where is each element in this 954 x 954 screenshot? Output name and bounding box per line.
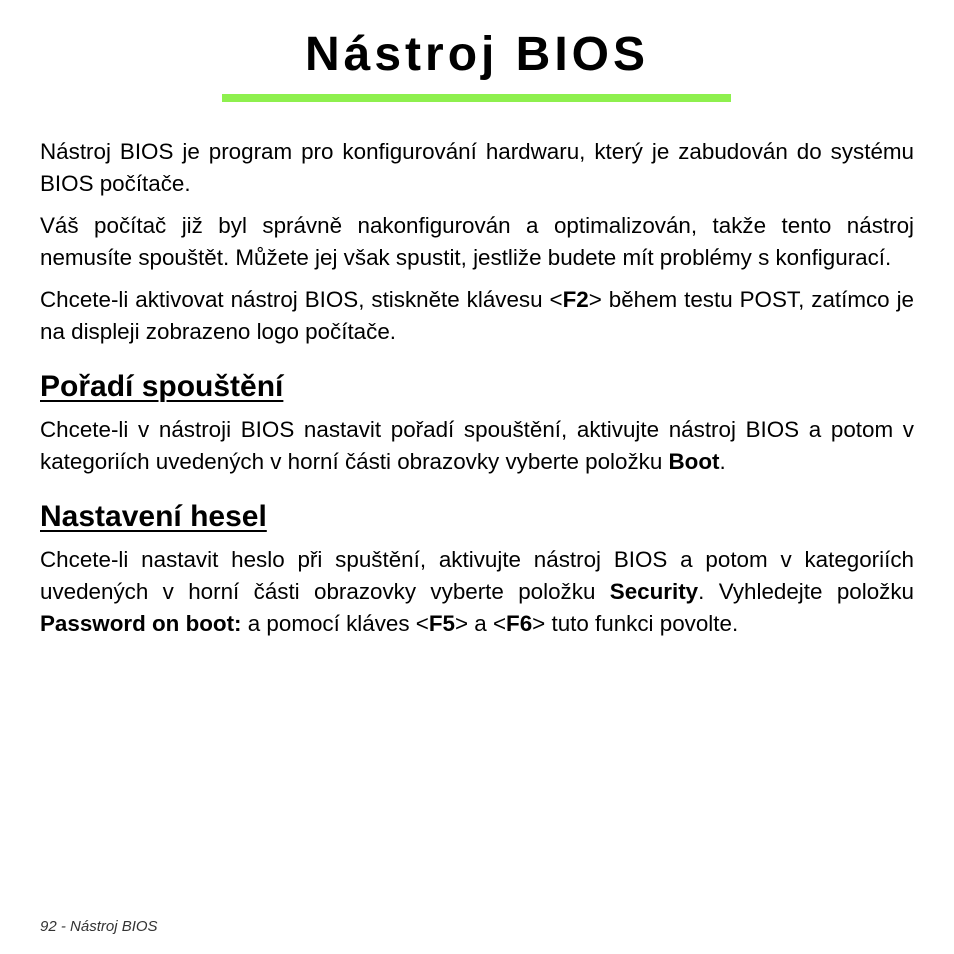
key-f6: F6 bbox=[506, 611, 533, 636]
password-on-boot-term: Password on boot: bbox=[40, 611, 242, 636]
intro-paragraph-3 bbox=[40, 284, 914, 348]
password-text-5: > tuto funkci povolte. bbox=[532, 611, 739, 636]
password-paragraph bbox=[40, 544, 914, 640]
security-menu-term: Security bbox=[609, 579, 699, 604]
boot-text-before: Chcete-li v nástroji BIOS nastavit pořadí spouštění, aktivujte nástroj BIOS a potom v kategoriích uvedených v horní části obrazovky vyberte položku bbox=[40, 417, 914, 474]
password-text-3: a pomocí kláves < bbox=[241, 611, 429, 636]
intro-p3-text-after: > během testu POST, zatímco je na displeji zobrazeno logo počítače. bbox=[40, 287, 914, 344]
section-heading-boot-order: Pořadí spouštění bbox=[40, 370, 284, 403]
intro-paragraph-2: Váš počítač již byl správně nakonfigurován a optimalizován, takže tento nástroj nemusíte spouštět. Můžete jej však spustit, jestliže budete mít problémy s konfigurací. bbox=[40, 213, 914, 270]
intro-p3-text-before: Chcete-li aktivovat nástroj BIOS, stiskněte klávesu < bbox=[40, 287, 563, 312]
password-text-2: . Vyhledejte položku bbox=[698, 579, 914, 604]
boot-text-after: . bbox=[719, 449, 726, 474]
boot-menu-term: Boot bbox=[668, 449, 720, 474]
password-text-1: Chcete-li nastavit heslo při spuštění, aktivujte nástroj BIOS a potom v kategoriích uvedených v horní části obrazovky vyberte položku bbox=[40, 547, 914, 604]
key-f5: F5 bbox=[428, 611, 455, 636]
section-heading-passwords: Nastavení hesel bbox=[40, 500, 267, 533]
boot-order-paragraph bbox=[40, 414, 914, 478]
key-f2: F2 bbox=[562, 287, 589, 312]
password-text-4: > a < bbox=[454, 611, 507, 636]
title-underline-bar bbox=[222, 94, 731, 102]
page-footer: 92 - Nástroj BIOS bbox=[40, 918, 158, 935]
intro-paragraph-1: Nástroj BIOS je program pro konfigurování hardwaru, který je zabudován do systému BIOS počítače. bbox=[40, 139, 914, 196]
page-content bbox=[40, 136, 914, 650]
page-title: Nástroj BIOS bbox=[304, 28, 650, 81]
